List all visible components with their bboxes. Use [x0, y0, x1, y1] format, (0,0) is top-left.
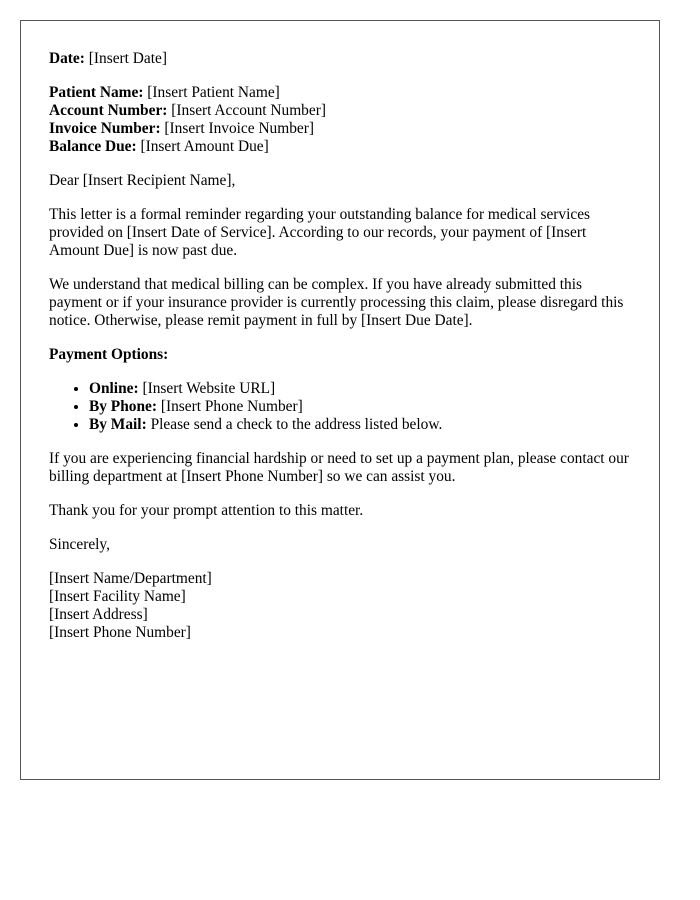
balance-due-label: Balance Due: [49, 138, 137, 155]
payment-option-online [89, 380, 631, 398]
signature-address: [Insert Address] [49, 606, 148, 623]
payment-option-label: By Phone: [89, 398, 157, 415]
payment-options-heading-text: Payment Options: [49, 346, 169, 363]
signature-block [49, 570, 631, 642]
billing-complex-paragraph: We understand that medical billing can be complex. If you have already submitted this payment or if your insurance provider is currently processing this claim, please disregard this notice. Otherwise, please remit payment in full by [Insert Due Date]. [49, 276, 624, 329]
invoice-number-line [49, 120, 631, 138]
closing: Sincerely, [49, 536, 110, 553]
invoice-number-value: [Insert Invoice Number] [160, 120, 314, 137]
payment-option-label: By Mail: [89, 416, 147, 433]
reminder-paragraph: This letter is a formal reminder regarding your outstanding balance for medical services provided on [Insert Date of Service]. According to our records, your payment of [Insert Amount Due] is now past due. [49, 206, 591, 259]
payment-option-label: Online: [89, 380, 139, 397]
account-number-label: Account Number: [49, 102, 168, 119]
invoice-number-label: Invoice Number: [49, 120, 161, 137]
balance-due-line [49, 138, 631, 156]
signature-phone: [Insert Phone Number] [49, 624, 191, 641]
payment-options-list [49, 380, 631, 434]
payment-option-value: Please send a check to the address listed below. [146, 416, 443, 433]
hardship-paragraph: If you are experiencing financial hardship or need to set up a payment plan, please contact our billing department at [Insert Phone Number] so we can assist you. [49, 450, 629, 485]
payment-option-phone [89, 398, 631, 416]
account-number-value: [Insert Account Number] [167, 102, 326, 119]
account-number-line [49, 102, 631, 120]
patient-name-line [49, 84, 631, 102]
payment-option-value: [Insert Phone Number] [156, 398, 303, 415]
letter-page [20, 20, 660, 780]
payment-options-heading [49, 346, 631, 364]
payment-option-mail [89, 416, 631, 434]
date-line [49, 50, 631, 68]
date-value: [Insert Date] [84, 50, 167, 67]
account-details [49, 84, 631, 156]
thanks-paragraph: Thank you for your prompt attention to this matter. [49, 502, 364, 519]
signature-name: [Insert Name/Department] [49, 570, 212, 587]
payment-option-value: [Insert Website URL] [138, 380, 276, 397]
patient-name-value: [Insert Patient Name] [143, 84, 280, 101]
balance-due-value: [Insert Amount Due] [136, 138, 269, 155]
salutation: Dear [Insert Recipient Name], [49, 172, 236, 189]
patient-name-label: Patient Name: [49, 84, 144, 101]
signature-facility: [Insert Facility Name] [49, 588, 186, 605]
date-label: Date: [49, 50, 85, 67]
